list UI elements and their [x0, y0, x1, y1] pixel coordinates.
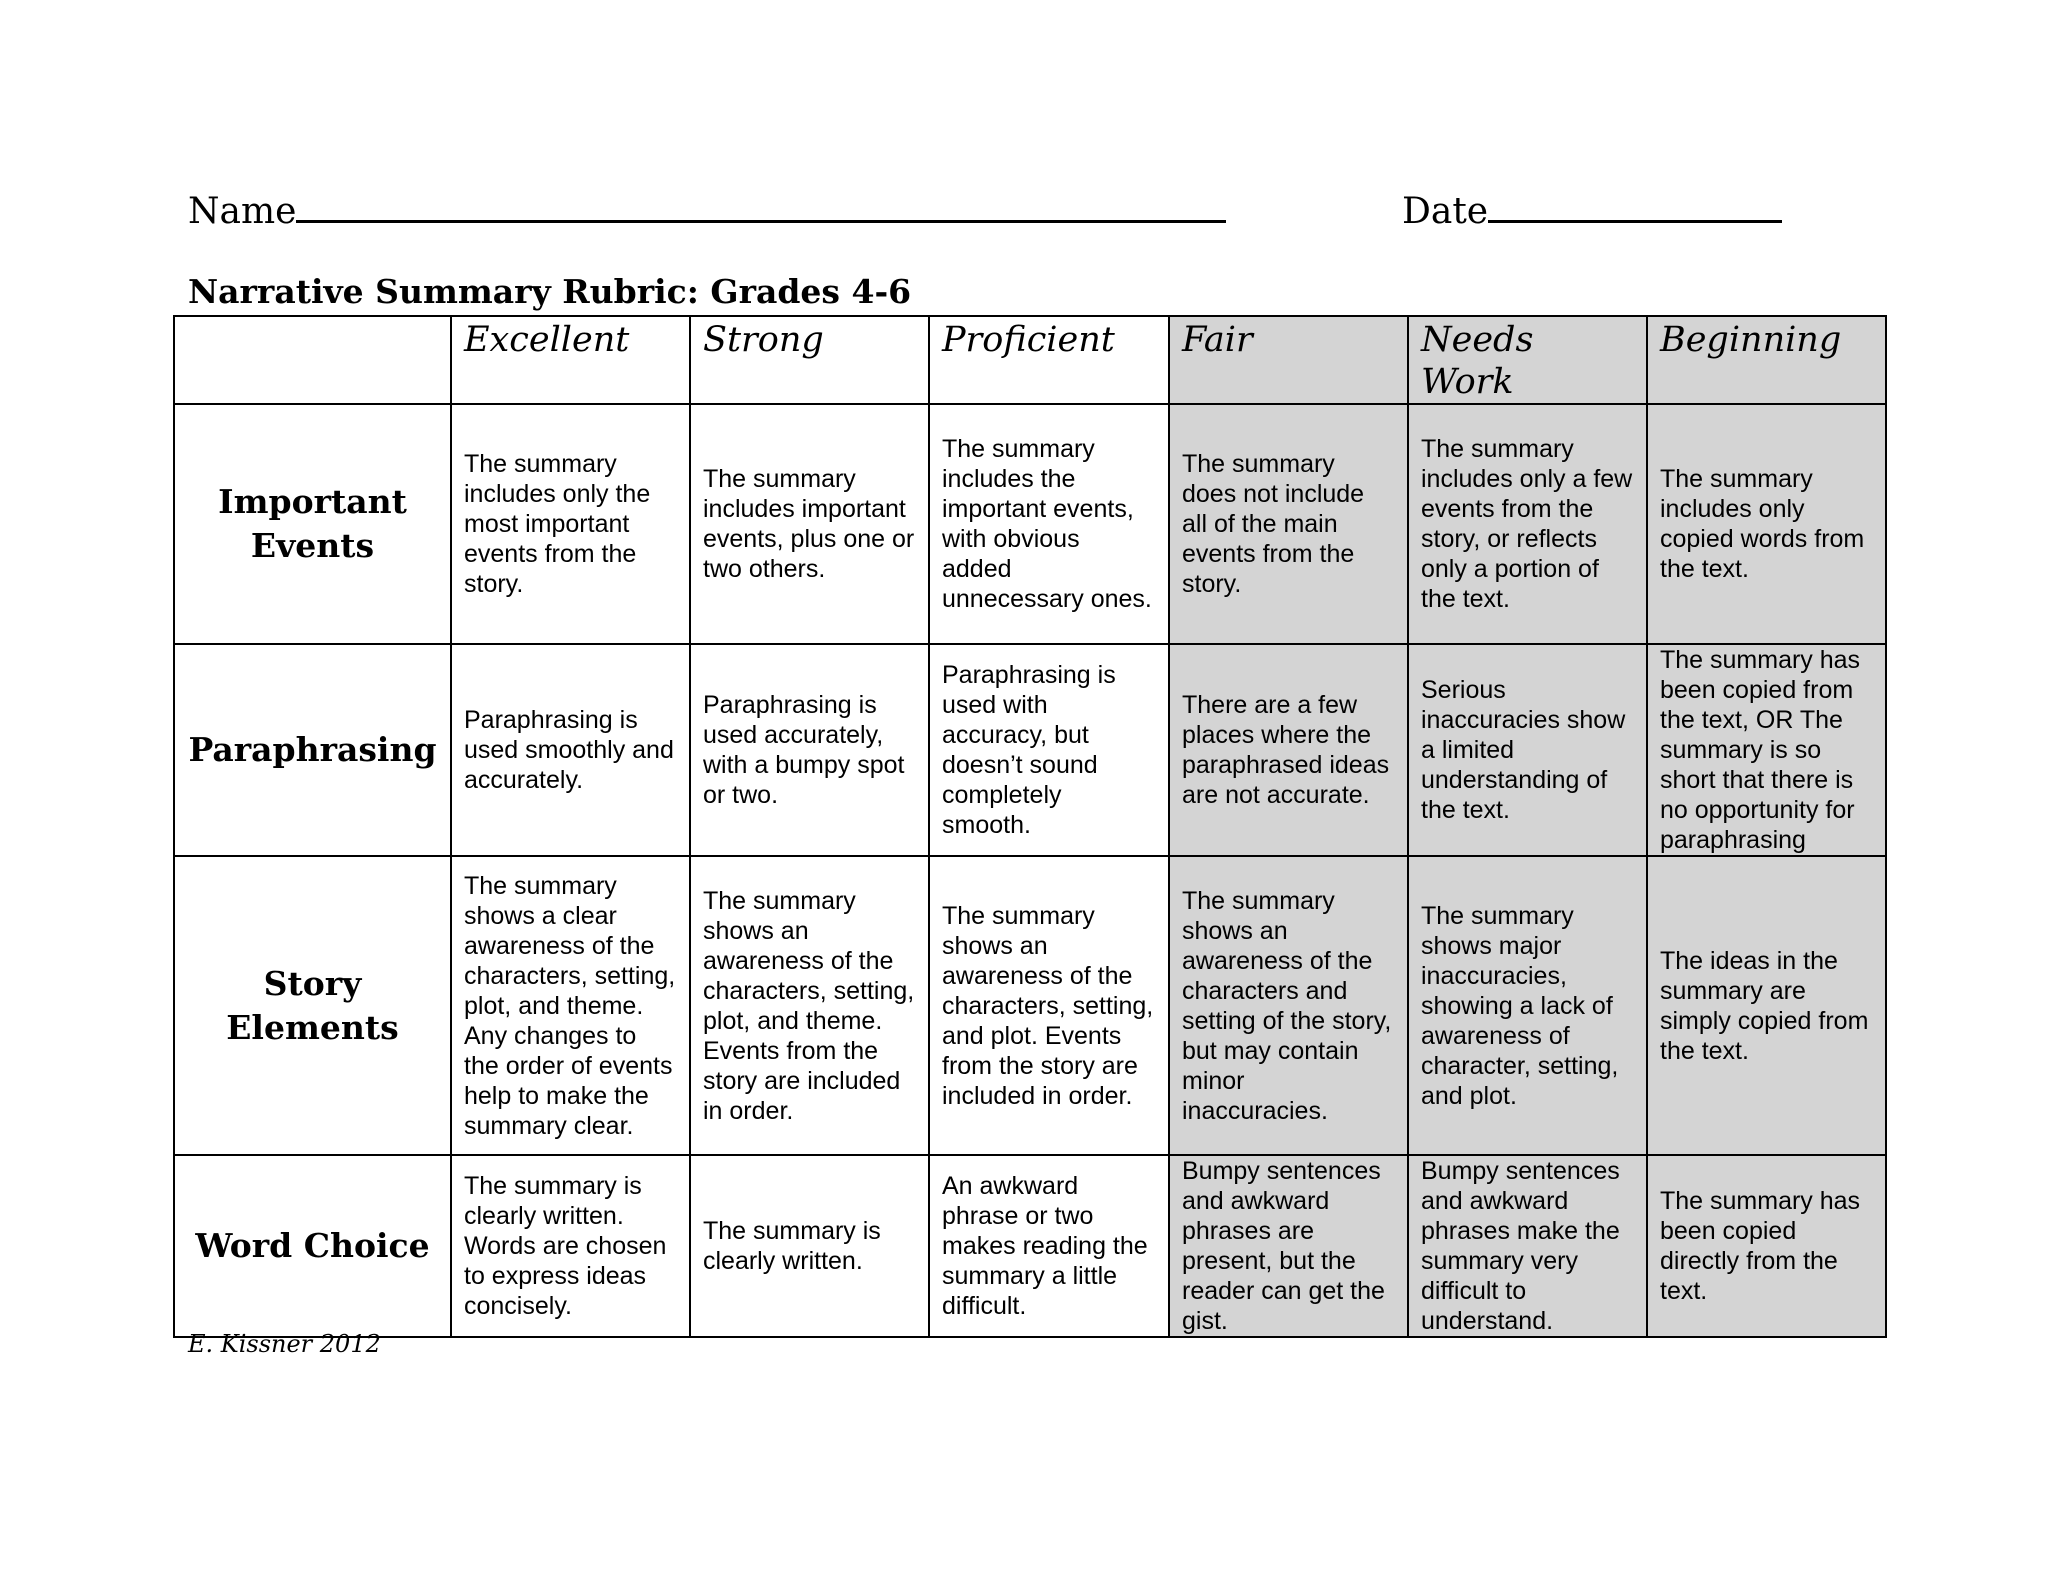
page-title: Narrative Summary Rubric: Grades 4-6: [188, 272, 912, 311]
rubric-cell: Paraphrasing is used with accuracy, but doesn’t sound completely smooth.: [929, 644, 1169, 856]
table-row: [174, 404, 1886, 644]
table-row: [174, 1155, 1886, 1337]
criterion-word-choice: Word Choice: [174, 1155, 451, 1337]
table-row: [174, 644, 1886, 856]
level-header-excellent: Excellent: [451, 316, 690, 404]
rubric-cell: The summary shows an awareness of the characters, setting, plot, and theme. Events from the story are included in order.: [690, 856, 929, 1155]
name-blank-line[interactable]: [296, 186, 1226, 223]
rubric-cell: The ideas in the summary are simply copied from the text.: [1647, 856, 1886, 1155]
rubric-cell: Serious inaccuracies show a limited understanding of the text.: [1408, 644, 1647, 856]
rubric-cell: The summary is clearly written. Words are chosen to express ideas concisely.: [451, 1155, 690, 1337]
rubric-table: [173, 315, 1887, 1338]
level-header-proficient: Proficient: [929, 316, 1169, 404]
rubric-cell: The summary includes the important events, with obvious added unnecessary ones.: [929, 404, 1169, 644]
level-header-needs-work: Needs Work: [1408, 316, 1647, 404]
rubric-cell: The summary shows an awareness of the characters, setting, and plot. Events from the story are included in order.: [929, 856, 1169, 1155]
date-blank-line[interactable]: [1488, 186, 1782, 223]
criterion-story-elements: Story Elements: [174, 856, 451, 1155]
header-row: [174, 316, 1886, 404]
author-credit: E. Kissner 2012: [188, 1330, 381, 1358]
corner-cell: [174, 316, 451, 404]
rubric-cell: The summary includes important events, plus one or two others.: [690, 404, 929, 644]
rubric-cell: The summary includes only a few events from the story, or reflects only a portion of the text.: [1408, 404, 1647, 644]
rubric-cell: The summary includes only copied words from the text.: [1647, 404, 1886, 644]
rubric-cell: There are a few places where the paraphrased ideas are not accurate.: [1169, 644, 1408, 856]
rubric-cell: An awkward phrase or two makes reading the summary a little difficult.: [929, 1155, 1169, 1337]
name-field: [188, 186, 1226, 232]
rubric-cell: The summary shows a clear awareness of the characters, setting, plot, and theme. Any changes to the order of events help to make the summary clear.: [451, 856, 690, 1155]
level-header-fair: Fair: [1169, 316, 1408, 404]
rubric-cell: The summary shows major inaccuracies, showing a lack of awareness of character, setting, and plot.: [1408, 856, 1647, 1155]
rubric-cell: The summary has been copied directly from the text.: [1647, 1155, 1886, 1337]
criterion-important-events: Important Events: [174, 404, 451, 644]
table-row: [174, 856, 1886, 1155]
rubric-cell: Paraphrasing is used accurately, with a bumpy spot or two.: [690, 644, 929, 856]
level-header-beginning: Beginning: [1647, 316, 1886, 404]
date-field: [1402, 186, 1782, 232]
rubric-cell: The summary has been copied from the text, OR The summary is so short that there is no opportunity for paraphrasing: [1647, 644, 1886, 856]
rubric-cell: Paraphrasing is used smoothly and accurately.: [451, 644, 690, 856]
criterion-paraphrasing: Paraphrasing: [174, 644, 451, 856]
rubric-cell: The summary is clearly written.: [690, 1155, 929, 1337]
level-header-strong: Strong: [690, 316, 929, 404]
date-label: Date: [1402, 191, 1489, 232]
rubric-cell: The summary shows an awareness of the characters and setting of the story, but may contain minor inaccuracies.: [1169, 856, 1408, 1155]
rubric-cell: Bumpy sentences and awkward phrases are present, but the reader can get the gist.: [1169, 1155, 1408, 1337]
rubric-cell: The summary includes only the most important events from the story.: [451, 404, 690, 644]
name-label: Name: [188, 191, 297, 232]
rubric-cell: Bumpy sentences and awkward phrases make the summary very difficult to understand.: [1408, 1155, 1647, 1337]
rubric-cell: The summary does not include all of the main events from the story.: [1169, 404, 1408, 644]
